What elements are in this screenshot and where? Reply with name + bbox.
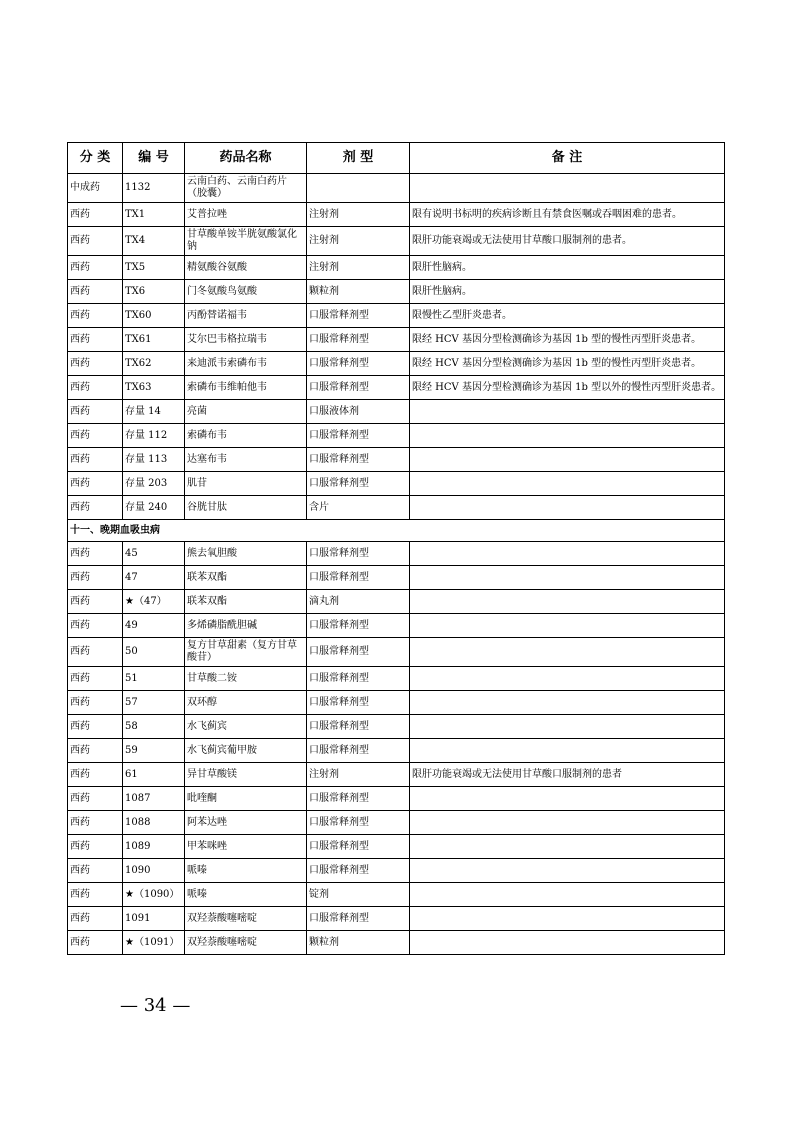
cell-dosage-form: 口服常释剂型 xyxy=(307,667,410,691)
cell-drug-name: 复方甘草甜素（复方甘草酸苷） xyxy=(185,638,307,667)
cell-category: 西药 xyxy=(68,203,123,227)
cell-dosage-form: 口服常释剂型 xyxy=(307,835,410,859)
cell-drug-name: 吡喹酮 xyxy=(185,787,307,811)
table-row xyxy=(68,472,725,496)
table-row xyxy=(68,859,725,883)
table-row xyxy=(68,566,725,590)
header-dosage-form: 剂 型 xyxy=(307,143,410,174)
cell-drug-name: 谷胱甘肽 xyxy=(185,496,307,520)
table-row xyxy=(68,614,725,638)
cell-category: 西药 xyxy=(68,931,123,955)
table-row xyxy=(68,352,725,376)
cell-category: 西药 xyxy=(68,304,123,328)
section-title: 十一、晚期血吸虫病 xyxy=(68,520,725,542)
cell-code: 57 xyxy=(123,691,185,715)
cell-remarks xyxy=(410,566,725,590)
cell-dosage-form xyxy=(307,174,410,203)
cell-drug-name: 甘草酸单铵半胱氨酸氯化钠 xyxy=(185,227,307,256)
drug-list-table xyxy=(67,142,725,955)
cell-code: TX1 xyxy=(123,203,185,227)
cell-dosage-form: 口服常释剂型 xyxy=(307,907,410,931)
cell-category: 西药 xyxy=(68,280,123,304)
table-row xyxy=(68,424,725,448)
cell-drug-name: 哌嗪 xyxy=(185,859,307,883)
cell-code: 51 xyxy=(123,667,185,691)
cell-dosage-form: 口服常释剂型 xyxy=(307,787,410,811)
cell-remarks xyxy=(410,590,725,614)
cell-remarks xyxy=(410,715,725,739)
table-row xyxy=(68,227,725,256)
cell-code: TX63 xyxy=(123,376,185,400)
cell-dosage-form: 口服常释剂型 xyxy=(307,448,410,472)
cell-dosage-form: 口服液体剂 xyxy=(307,400,410,424)
cell-drug-name: 甲苯咪唑 xyxy=(185,835,307,859)
table-header-row xyxy=(68,143,725,174)
cell-code: ★（1090） xyxy=(123,883,185,907)
cell-code: TX6 xyxy=(123,280,185,304)
cell-drug-name: 肌苷 xyxy=(185,472,307,496)
table-row xyxy=(68,256,725,280)
cell-remarks xyxy=(410,400,725,424)
cell-remarks xyxy=(410,691,725,715)
cell-dosage-form: 口服常释剂型 xyxy=(307,304,410,328)
cell-dosage-form: 口服常释剂型 xyxy=(307,542,410,566)
table-row xyxy=(68,496,725,520)
cell-remarks xyxy=(410,787,725,811)
cell-drug-name: 联苯双酯 xyxy=(185,590,307,614)
table-row xyxy=(68,835,725,859)
cell-dosage-form: 口服常释剂型 xyxy=(307,739,410,763)
cell-drug-name: 索磷布韦维帕他韦 xyxy=(185,376,307,400)
table-row xyxy=(68,174,725,203)
cell-code: TX5 xyxy=(123,256,185,280)
cell-remarks xyxy=(410,448,725,472)
cell-dosage-form: 滴丸剂 xyxy=(307,590,410,614)
cell-drug-name: 达塞布韦 xyxy=(185,448,307,472)
cell-remarks xyxy=(410,424,725,448)
cell-category: 西药 xyxy=(68,883,123,907)
cell-drug-name: 精氨酸谷氨酸 xyxy=(185,256,307,280)
cell-code: 47 xyxy=(123,566,185,590)
cell-code: TX60 xyxy=(123,304,185,328)
cell-remarks xyxy=(410,667,725,691)
cell-category: 西药 xyxy=(68,638,123,667)
cell-dosage-form: 锭剂 xyxy=(307,883,410,907)
header-code: 编 号 xyxy=(123,143,185,174)
table-row xyxy=(68,667,725,691)
cell-remarks xyxy=(410,638,725,667)
cell-drug-name: 来迪派韦索磷布韦 xyxy=(185,352,307,376)
header-remarks: 备 注 xyxy=(410,143,725,174)
cell-code: TX61 xyxy=(123,328,185,352)
cell-dosage-form: 注射剂 xyxy=(307,227,410,256)
cell-drug-name: 多烯磷脂酰胆碱 xyxy=(185,614,307,638)
cell-dosage-form: 注射剂 xyxy=(307,203,410,227)
cell-remarks xyxy=(410,859,725,883)
cell-drug-name: 水飞蓟宾 xyxy=(185,715,307,739)
cell-dosage-form: 口服常释剂型 xyxy=(307,715,410,739)
cell-code: 59 xyxy=(123,739,185,763)
cell-category: 西药 xyxy=(68,763,123,787)
cell-category: 西药 xyxy=(68,811,123,835)
cell-drug-name: 云南白药、云南白药片（胶囊） xyxy=(185,174,307,203)
table-row xyxy=(68,376,725,400)
cell-remarks: 限经 HCV 基因分型检测确诊为基因 1b 型以外的慢性丙型肝炎患者。 xyxy=(410,376,725,400)
cell-code: 58 xyxy=(123,715,185,739)
cell-drug-name: 艾尔巴韦格拉瑞韦 xyxy=(185,328,307,352)
header-drug-name: 药品名称 xyxy=(185,143,307,174)
cell-category: 西药 xyxy=(68,859,123,883)
cell-dosage-form: 口服常释剂型 xyxy=(307,811,410,835)
cell-code: 1090 xyxy=(123,859,185,883)
table-row xyxy=(68,715,725,739)
cell-code: ★（47） xyxy=(123,590,185,614)
page-number: — 34 — xyxy=(120,995,191,1016)
cell-category: 西药 xyxy=(68,542,123,566)
cell-category: 西药 xyxy=(68,256,123,280)
cell-drug-name: 甘草酸二铵 xyxy=(185,667,307,691)
cell-drug-name: 双羟萘酸噻嘧啶 xyxy=(185,907,307,931)
cell-code: 1091 xyxy=(123,907,185,931)
table-row xyxy=(68,907,725,931)
cell-remarks: 限肝性脑病。 xyxy=(410,280,725,304)
cell-drug-name: 丙酚替诺福韦 xyxy=(185,304,307,328)
cell-drug-name: 艾普拉唑 xyxy=(185,203,307,227)
cell-category: 西药 xyxy=(68,400,123,424)
table-row xyxy=(68,590,725,614)
table-row xyxy=(68,400,725,424)
table-body xyxy=(68,174,725,955)
cell-remarks: 限肝性脑病。 xyxy=(410,256,725,280)
cell-code: 1089 xyxy=(123,835,185,859)
cell-category: 西药 xyxy=(68,787,123,811)
cell-drug-name: 水飞蓟宾葡甲胺 xyxy=(185,739,307,763)
cell-category: 西药 xyxy=(68,352,123,376)
cell-code: TX62 xyxy=(123,352,185,376)
cell-remarks xyxy=(410,883,725,907)
table-row xyxy=(68,883,725,907)
cell-category: 西药 xyxy=(68,691,123,715)
table-row xyxy=(68,328,725,352)
cell-code: 存量 203 xyxy=(123,472,185,496)
cell-code: ★（1091） xyxy=(123,931,185,955)
cell-remarks xyxy=(410,907,725,931)
cell-remarks xyxy=(410,496,725,520)
cell-category: 西药 xyxy=(68,715,123,739)
cell-code: 存量 113 xyxy=(123,448,185,472)
cell-category: 西药 xyxy=(68,227,123,256)
cell-drug-name: 双环醇 xyxy=(185,691,307,715)
cell-category: 西药 xyxy=(68,667,123,691)
cell-remarks: 限肝功能衰竭或无法使用甘草酸口服制剂的患者 xyxy=(410,763,725,787)
table-row xyxy=(68,811,725,835)
header-category: 分 类 xyxy=(68,143,123,174)
cell-code: 1088 xyxy=(123,811,185,835)
cell-dosage-form: 颗粒剂 xyxy=(307,280,410,304)
cell-category: 中成药 xyxy=(68,174,123,203)
cell-category: 西药 xyxy=(68,496,123,520)
cell-code: TX4 xyxy=(123,227,185,256)
cell-remarks: 限慢性乙型肝炎患者。 xyxy=(410,304,725,328)
cell-dosage-form: 注射剂 xyxy=(307,763,410,787)
cell-category: 西药 xyxy=(68,907,123,931)
cell-category: 西药 xyxy=(68,448,123,472)
cell-remarks xyxy=(410,472,725,496)
cell-dosage-form: 口服常释剂型 xyxy=(307,472,410,496)
cell-drug-name: 亮菌 xyxy=(185,400,307,424)
cell-category: 西药 xyxy=(68,835,123,859)
cell-remarks xyxy=(410,811,725,835)
cell-drug-name: 哌嗪 xyxy=(185,883,307,907)
cell-category: 西药 xyxy=(68,614,123,638)
cell-drug-name: 门冬氨酸鸟氨酸 xyxy=(185,280,307,304)
cell-remarks xyxy=(410,614,725,638)
table-row xyxy=(68,787,725,811)
table-row xyxy=(68,638,725,667)
cell-code: 1132 xyxy=(123,174,185,203)
table-row xyxy=(68,203,725,227)
cell-dosage-form: 口服常释剂型 xyxy=(307,424,410,448)
cell-code: 49 xyxy=(123,614,185,638)
cell-code: 50 xyxy=(123,638,185,667)
cell-code: 存量 240 xyxy=(123,496,185,520)
table-row xyxy=(68,280,725,304)
cell-code: 存量 112 xyxy=(123,424,185,448)
cell-drug-name: 双羟萘酸噻嘧啶 xyxy=(185,931,307,955)
cell-remarks xyxy=(410,739,725,763)
cell-drug-name: 联苯双酯 xyxy=(185,566,307,590)
cell-dosage-form: 口服常释剂型 xyxy=(307,352,410,376)
cell-remarks: 限经 HCV 基因分型检测确诊为基因 1b 型的慢性丙型肝炎患者。 xyxy=(410,328,725,352)
cell-category: 西药 xyxy=(68,424,123,448)
cell-remarks: 限有说明书标明的疾病诊断且有禁食医嘱或吞咽困难的患者。 xyxy=(410,203,725,227)
cell-code: 存量 14 xyxy=(123,400,185,424)
cell-code: 1087 xyxy=(123,787,185,811)
cell-dosage-form: 注射剂 xyxy=(307,256,410,280)
cell-drug-name: 索磷布韦 xyxy=(185,424,307,448)
cell-remarks: 限肝功能衰竭或无法使用甘草酸口服制剂的患者。 xyxy=(410,227,725,256)
cell-dosage-form: 口服常释剂型 xyxy=(307,376,410,400)
table-row xyxy=(68,739,725,763)
cell-remarks: 限经 HCV 基因分型检测确诊为基因 1b 型的慢性丙型肝炎患者。 xyxy=(410,352,725,376)
table-row xyxy=(68,691,725,715)
cell-category: 西药 xyxy=(68,566,123,590)
cell-category: 西药 xyxy=(68,590,123,614)
cell-drug-name: 阿苯达唑 xyxy=(185,811,307,835)
table-row xyxy=(68,763,725,787)
cell-drug-name: 熊去氧胆酸 xyxy=(185,542,307,566)
table-row xyxy=(68,542,725,566)
cell-drug-name: 异甘草酸镁 xyxy=(185,763,307,787)
cell-remarks xyxy=(410,835,725,859)
table-row xyxy=(68,931,725,955)
cell-dosage-form: 口服常释剂型 xyxy=(307,691,410,715)
table-row xyxy=(68,304,725,328)
cell-category: 西药 xyxy=(68,472,123,496)
cell-dosage-form: 含片 xyxy=(307,496,410,520)
cell-remarks xyxy=(410,174,725,203)
cell-code: 45 xyxy=(123,542,185,566)
cell-category: 西药 xyxy=(68,739,123,763)
cell-dosage-form: 口服常释剂型 xyxy=(307,638,410,667)
cell-remarks xyxy=(410,542,725,566)
cell-dosage-form: 口服常释剂型 xyxy=(307,859,410,883)
table-row xyxy=(68,448,725,472)
cell-code: 61 xyxy=(123,763,185,787)
cell-category: 西药 xyxy=(68,328,123,352)
cell-dosage-form: 口服常释剂型 xyxy=(307,328,410,352)
cell-dosage-form: 颗粒剂 xyxy=(307,931,410,955)
section-header-row xyxy=(68,520,725,542)
cell-category: 西药 xyxy=(68,376,123,400)
cell-dosage-form: 口服常释剂型 xyxy=(307,614,410,638)
cell-remarks xyxy=(410,931,725,955)
cell-dosage-form: 口服常释剂型 xyxy=(307,566,410,590)
